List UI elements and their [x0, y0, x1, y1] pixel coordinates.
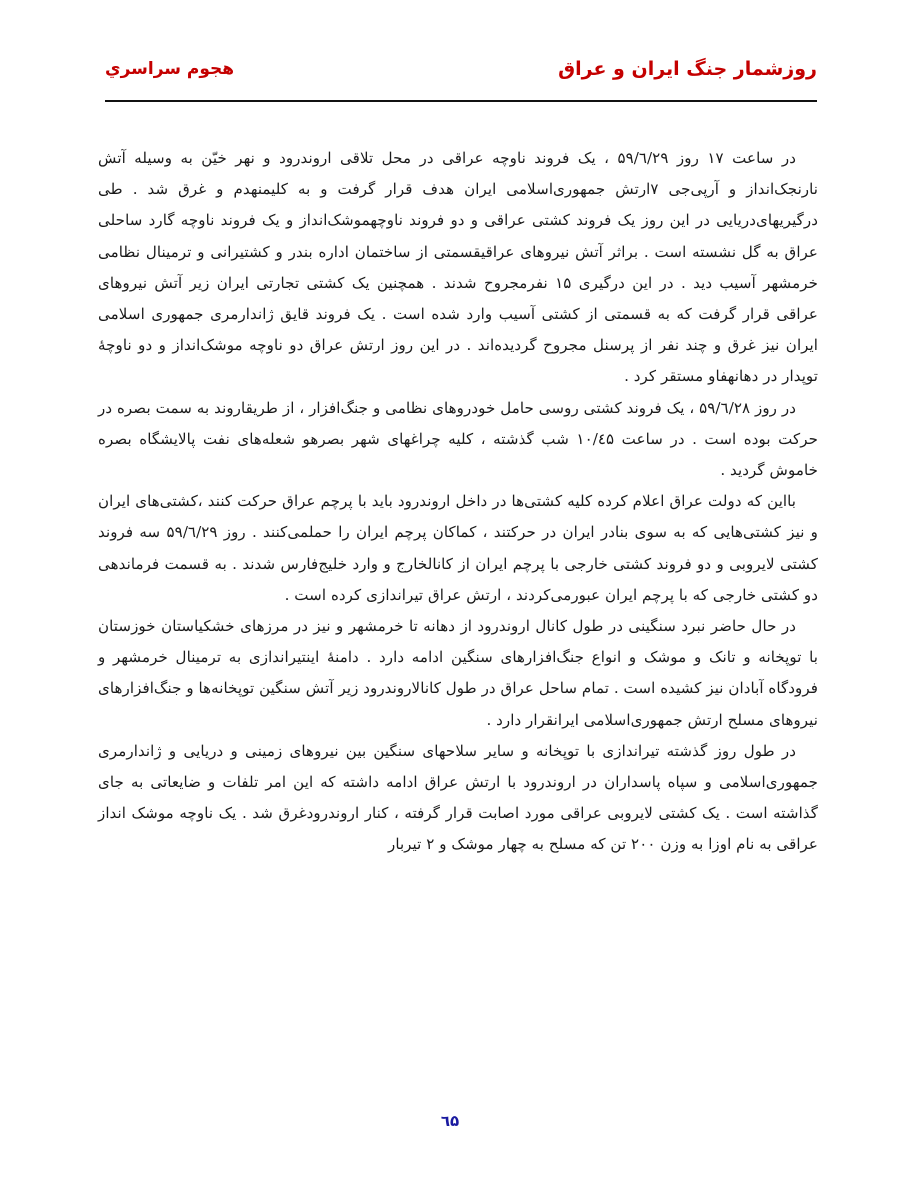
page-number: ٦۵ — [440, 1112, 460, 1130]
header-divider — [105, 100, 817, 102]
paragraph-2: در روز ۵۹/٦/۲۸ ، یک فروند کشتی روسی حامل خودروهای نظامی و جنگ‌افزار ، از طریقاروند به سمت بصره در حرکت بوده است . در ساعت ۱۰/٤۵ شب گذشته ، کلیه چراغهای شهر بصرهو شعله‌های نفت پالایشگاه بصره خاموش گردید . — [98, 398, 818, 480]
section-title: هجوم سراسري — [105, 59, 235, 79]
paragraph-5: در طول روز گذشته تیراندازی با توپخانه و سایر سلاحهای سنگین بین نیروهای زمینی و دریایی و ژاندارمری جمهوری‌اسلامی و سپاه پاسداران در اروندرود با ارتش عراق ادامه داشته که این امر تلفات و ضایعاتی به جای گذاشته است . یک کشتی لایروبی عراقی مورد اصابت قرار گرفته ، کنار اروندرودغرق شد . یک ناوچه موشک انداز عراقی به نام اوزا به وزن ۲۰۰ تن که مسلح به چهار موشک و ۲ تیربار — [98, 741, 818, 854]
book-title: روزشمار جنگ ایران و عراق — [558, 58, 817, 80]
paragraph-3: بااین که دولت عراق اعلام کرده کلیه کشتی‌ها در داخل اروندرود باید با پرچم عراق حرکت کنند ،کشتی‌های ایران و نیز کشتی‌هایی که به سوی بنادر ایران در حرکتند ، کماکان پرچم ایران را حملمی‌کنند . روز ۵۹/٦/۲۹ سه فروند کشتی لایروبی و دو فروند کشتی خارجی با پرچم ایران از کانالخارج و وارد خلیج‌فارس شدند . به قسمت فرماندهی دو کشتی خارجی که با پرچم ایران عبورمی‌کردند ، ارتش عراق تیراندازی کرده است . — [98, 492, 819, 604]
body-text — [98, 143, 818, 861]
page-header — [105, 58, 817, 88]
paragraph-4: در حال حاضر نبرد سنگینی در طول کانال اروندرود از دهانه تا خرمشهر و نیز در مرزهای خشکیاستان خوزستان با توپخانه و تانک و موشک و انواع جنگ‌افزارهای سنگین ادامه دارد . دامنهٔ اینتیراندازی به ترمینال خرمشهر و فرودگاه آبادان نیز کشیده است . تمام ساحل عراق در طول کانالاروندرود زیر آتش سنگین توپخانه‌ها و جنگ‌افزارهای نیروهای مسلح ارتش جمهوری‌اسلامی ایرانقرار دارد . — [98, 617, 818, 729]
paragraph-1: در ساعت ۱۷ روز ۵۹/٦/۲۹ ، یک فروند ناوچه عراقی در محل تلاقی اروندرود و نهر خیّن به وسیله آتش نارنجک‌انداز و آرپی‌جی ۷ارتش جمهوری‌اسلامی ایران هدف قرار گرفت و به کلیمنهدم و غرق شد . طی درگیریهای‌دریایی در این روز یک فروند کشتی عراقی و دو فروند ناوچهموشک‌انداز و یک فروند ناوچه گارد ساحلی عراق به گل نشسته است . براثر آتش نیروهای عراقیقسمتی از ساختمان اداره بندر و کشتیرانی و ترمینال نظامی خرمشهر آسیب دید . در این درگیری ۱۵ نفرمجروح شدند . همچنین یک کشتی تجارتی ایران زیر آتش نیروهای عراقی قرار گرفت که به قسمتی از کشتی آسیب وارد شده است . یک فروند قایق ژاندارمری جمهوری اسلامی ایران نیز غرق و چند نفر از پرسنل مجروح گردیده‌اند . در این روز ارتش عراق دو ناوچه موشک‌انداز و دو ناوچهٔ توپدار در دهانهفاو مستقر کرد . — [98, 149, 818, 386]
